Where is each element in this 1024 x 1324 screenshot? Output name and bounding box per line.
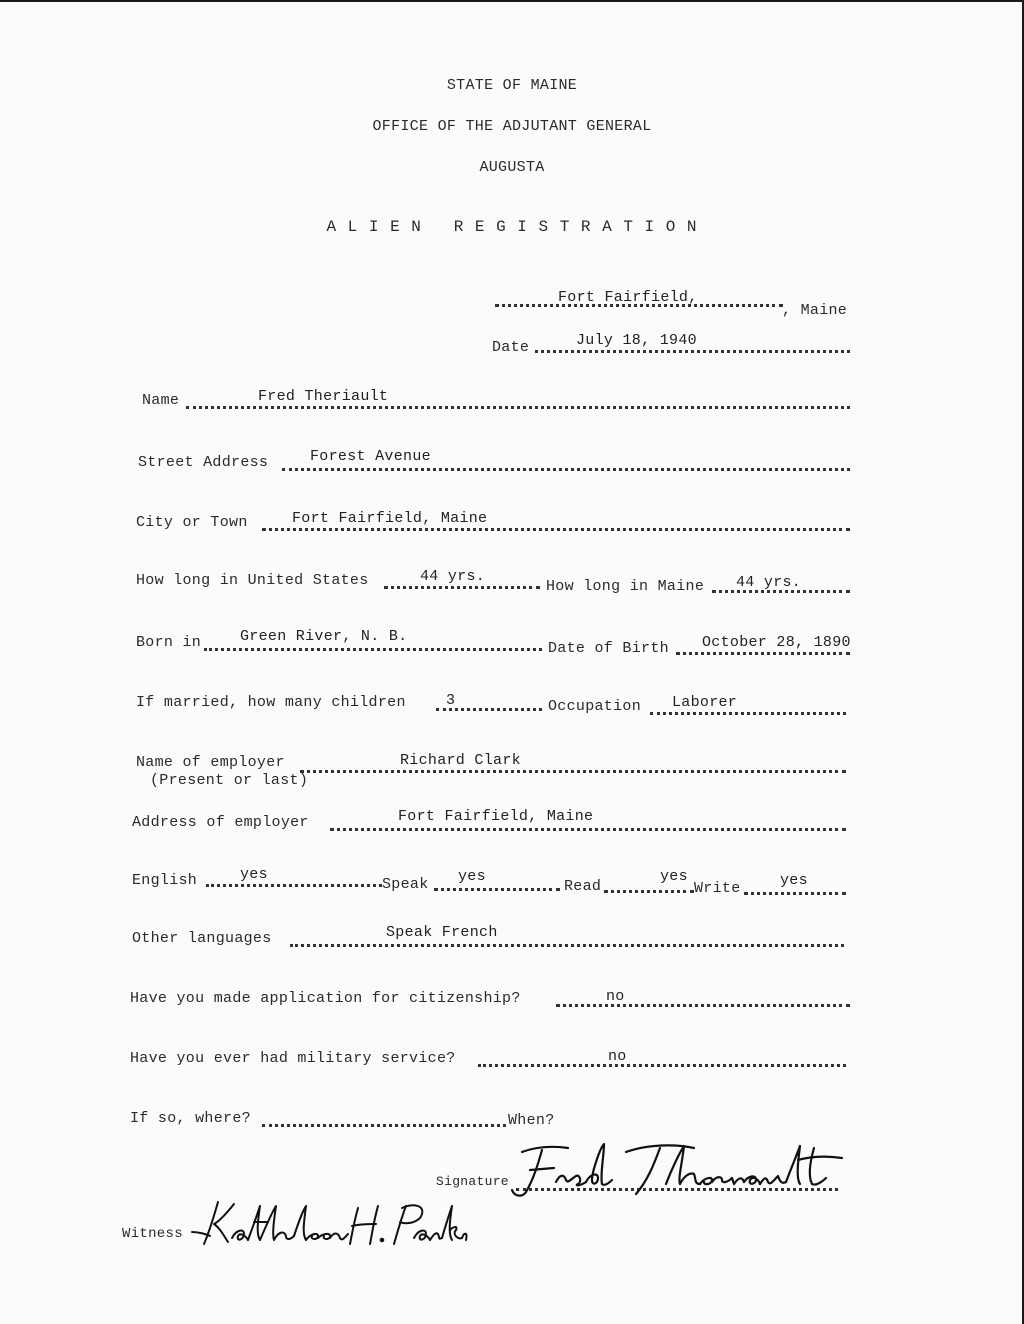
years-maine-value: 44 yrs. (736, 574, 802, 591)
read-label: Read (564, 878, 602, 895)
state-suffix: , Maine (782, 302, 848, 319)
speak-value: yes (458, 868, 486, 885)
name-dots (186, 406, 850, 409)
military-label: Have you ever had military service? (130, 1050, 456, 1067)
employer-sublabel: (Present or last) (150, 772, 309, 789)
street-label: Street Address (138, 454, 269, 471)
town-dots (495, 304, 783, 307)
city-value: Fort Fairfield, Maine (292, 510, 488, 527)
date-value: July 18, 1940 (576, 332, 697, 349)
employer-address-dots (330, 828, 846, 831)
signature-label: Signature (436, 1174, 509, 1189)
english-dots (206, 884, 382, 887)
signature-handwriting (508, 1138, 848, 1200)
children-value: 3 (446, 692, 456, 709)
dob-label: Date of Birth (548, 640, 669, 657)
street-value: Forest Avenue (310, 448, 431, 465)
employer-value: Richard Clark (400, 752, 521, 769)
header-city: AUGUSTA (479, 159, 545, 176)
city-dots (262, 528, 850, 531)
speak-label: Speak (382, 876, 429, 893)
born-label: Born in (136, 634, 202, 651)
citizenship-label: Have you made application for citizenship? (130, 990, 521, 1007)
born-value: Green River, N. B. (240, 628, 408, 645)
where-label: If so, where? (130, 1110, 251, 1127)
born-dots (204, 648, 542, 651)
children-label: If married, how many children (136, 694, 406, 711)
form-title: A L I E N R E G I S T R A T I O N (326, 218, 698, 236)
other-languages-label: Other languages (132, 930, 272, 947)
speak-dots (434, 888, 560, 891)
header-state: STATE OF MAINE (446, 77, 578, 94)
employer-address-value: Fort Fairfield, Maine (398, 808, 594, 825)
date-label: Date (492, 339, 530, 356)
citizenship-dots (556, 1004, 850, 1007)
years-us-dots (384, 586, 540, 589)
read-value: yes (660, 868, 688, 885)
write-value: yes (780, 872, 808, 889)
town-value: Fort Fairfield, (558, 289, 698, 306)
english-value: yes (240, 866, 268, 883)
write-label: Write (694, 880, 741, 897)
write-dots (744, 892, 846, 895)
name-label: Name (142, 392, 180, 409)
years-maine-label: How long in Maine (546, 578, 705, 595)
witness-signature-handwriting (188, 1194, 468, 1250)
dob-value: October 28, 1890 (702, 634, 851, 651)
employer-address-label: Address of employer (132, 814, 309, 831)
when-label: When? (508, 1112, 555, 1129)
date-dots (535, 350, 850, 353)
other-languages-dots (290, 944, 844, 947)
occupation-value: Laborer (672, 694, 738, 711)
where-dots (262, 1124, 506, 1127)
employer-dots (300, 770, 846, 773)
military-value: no (608, 1048, 627, 1065)
read-dots (604, 890, 694, 893)
employer-label: Name of employer (136, 754, 285, 771)
military-dots (478, 1064, 846, 1067)
occupation-label: Occupation (548, 698, 642, 715)
name-value: Fred Theriault (258, 388, 389, 405)
english-label: English (132, 872, 198, 889)
years-us-label: How long in United States (136, 572, 369, 589)
dob-dots (676, 652, 850, 655)
street-dots (282, 468, 850, 471)
witness-label: Witness (122, 1226, 183, 1242)
years-us-value: 44 yrs. (420, 568, 486, 585)
header-office: OFFICE OF THE ADJUTANT GENERAL (372, 118, 652, 135)
city-label: City or Town (136, 514, 248, 531)
other-languages-value: Speak French (386, 924, 498, 941)
occupation-dots (650, 712, 846, 715)
citizenship-value: no (606, 988, 625, 1005)
